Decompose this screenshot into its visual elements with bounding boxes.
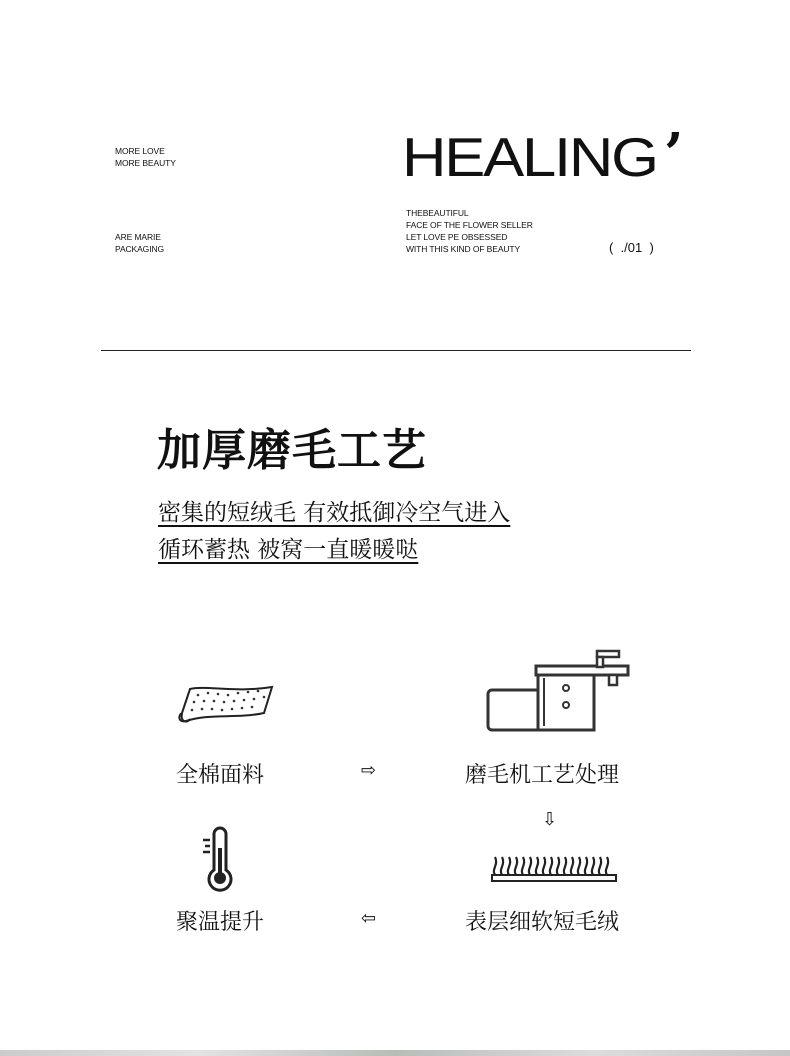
header-left-bottom [115, 231, 164, 255]
page-title: 加厚磨毛工艺 [157, 425, 427, 476]
arrow-down-icon: ⇩ [542, 809, 558, 830]
brand-name: HEALING [402, 126, 657, 188]
tagline-line: FACE OF THE FLOWER SELLER [406, 220, 533, 230]
header-line: MORE BEAUTY [115, 158, 176, 168]
subtitle-line-2: 循环蓄热 被窝一直暖暖哒 [158, 537, 419, 563]
brand-mark: ’ [664, 121, 684, 187]
step-label-heat: 聚温提升 [176, 910, 265, 935]
tagline-line: THEBEAUTIFUL [406, 208, 469, 218]
fabric-icon [176, 683, 276, 725]
tagline [406, 207, 533, 255]
arrow-left-icon: ⇦ [361, 908, 377, 929]
machine-icon [485, 648, 635, 732]
bottom-strip [0, 1050, 790, 1056]
step-label-fabric: 全棉面料 [176, 763, 265, 788]
step-label-fleece: 表层细软短毛绒 [465, 910, 620, 935]
arrow-right-icon: ⇨ [361, 760, 377, 781]
subtitle-line-1: 密集的短绒毛 有效抵御冷空气进入 [158, 500, 511, 526]
fleece-icon [491, 853, 617, 883]
header-line: PACKAGING [115, 244, 165, 254]
tagline-line: LET LOVE PE OBSESSED [406, 232, 508, 242]
header-line: ARE MARIE [115, 232, 161, 242]
brand-logo [402, 126, 657, 188]
tagline-line: WITH THIS KIND OF BEAUTY [406, 244, 521, 254]
thermometer-icon [200, 826, 240, 892]
step-label-machine: 磨毛机工艺处理 [465, 763, 620, 788]
header-line: MORE LOVE [115, 146, 165, 156]
divider [101, 350, 691, 351]
header-left-top [115, 145, 176, 169]
page-number: ( ./01 ) [609, 240, 654, 255]
